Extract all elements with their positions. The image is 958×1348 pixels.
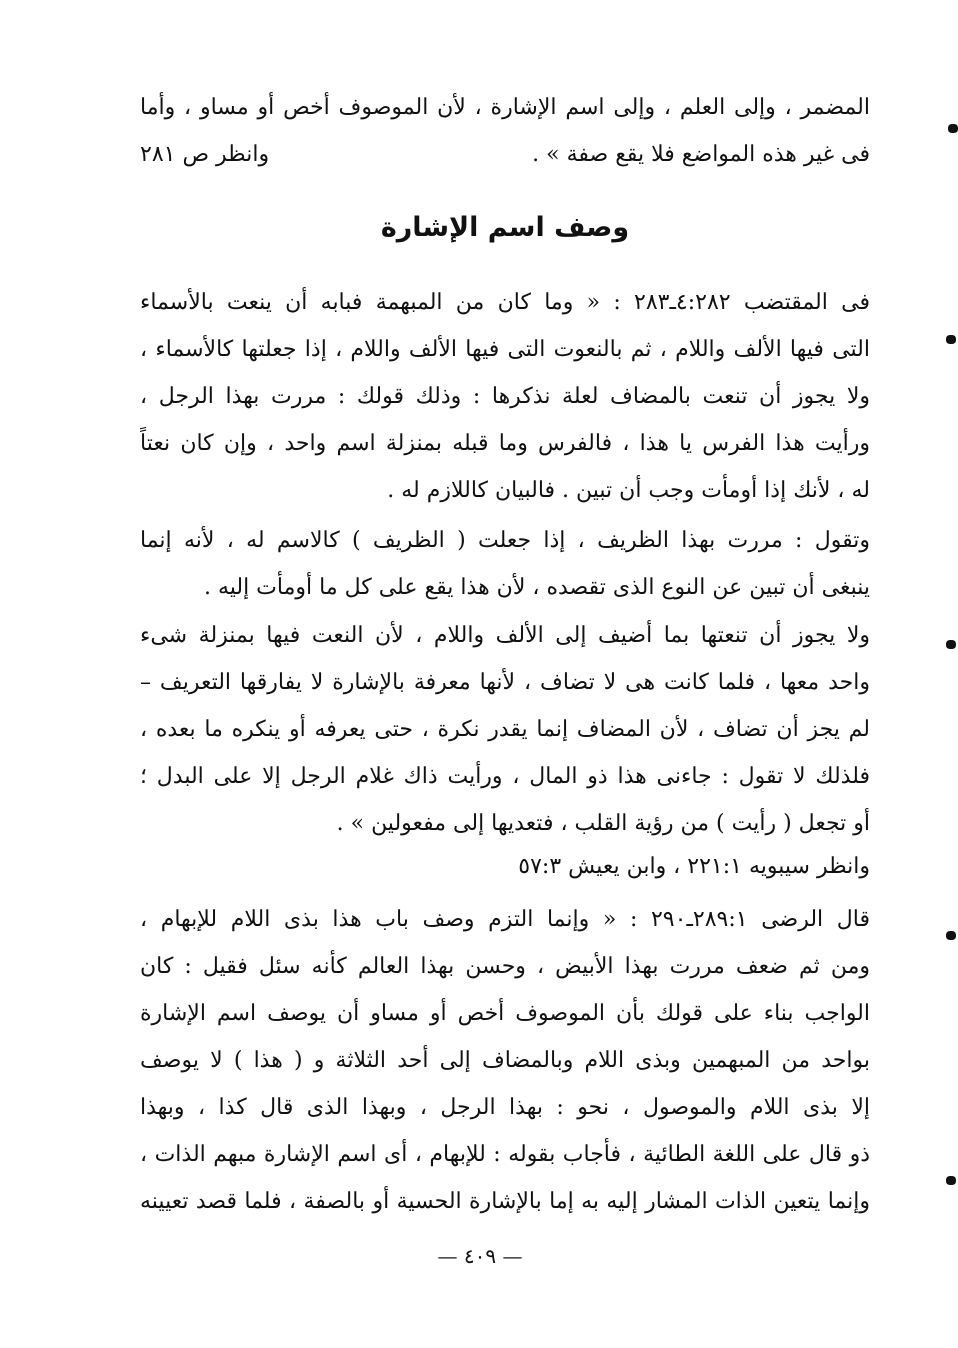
text-line: ذو قال على اللغة الطائية ، فأجاب بقوله : للإبهام ، أى اسم الإشارة مبهم الذات ،	[140, 1142, 870, 1167]
text-line: ينبغى أن تبين عن النوع الذى تقصده ، لأن هذا يقع على كل ما أومأت إليه .	[203, 575, 870, 600]
text-line	[140, 131, 870, 178]
paragraph-muqtadab	[140, 279, 870, 514]
text-line: أو تجعل ( رأيت ) من رؤية القلب ، فتعديها إلى مفعولين » .	[336, 811, 870, 836]
text-line: وإنما يتعين الذات المشار إليه به إما بالإشارة الحسية أو بالصفة ، فلما قصد تعيينه	[140, 1189, 870, 1214]
text-line: لم يجز أن تضاف ، لأن المضاف إنما يقدر نكرة ، حتى يعرفه أو ينكره ما بعده ،	[140, 717, 870, 742]
text-line: المضمر ، وإلى العلم ، وإلى اسم الإشارة ، لأن الموصوف أخص أو مساو ، وأما	[140, 95, 870, 120]
reference-line	[140, 843, 870, 890]
page-number: — ٤٠٩ —	[437, 1244, 523, 1268]
text-line: إلا بذى اللام والموصول ، نحو : بهذا الرجل ، وبهذا الذى قال كذا ، وبهذا	[140, 1095, 870, 1120]
section-title: وصف اسم الإشارة	[380, 212, 630, 243]
text-line: وتقول : مررت بهذا الظريف ، إذا جعلت ( الظريف ) كالاسم له ، لأنه إنما	[140, 528, 870, 553]
paragraph-idafa	[140, 612, 870, 847]
binding-mark	[946, 931, 956, 940]
binding-mark	[948, 124, 958, 133]
page-reference: وانظر ص ٢٨١	[140, 142, 270, 167]
text-line: ولا يجوز أن تنعتها بما أضيف إلى الألف واللام ، لأن النعت فيها بمنزلة شىء	[140, 623, 870, 648]
text-line: له ، لأنك إذا أومأت وجب أن تبين . فالبيان كاللازم له .	[387, 478, 870, 503]
binding-mark	[946, 640, 956, 649]
top-paragraph	[140, 84, 870, 178]
text-line: وانظر سيبويه ٢٢١:١ ، وابن يعيش ٥٧:٣	[518, 854, 870, 879]
text-line: قال الرضى ٢٨٩:١ـ٢٩٠ : « وإنما التزم وصف باب هذا بذى اللام للإبهام ،	[140, 907, 870, 932]
text-line: التى فيها الألف واللام ، ثم بالنعوت التى فيها الألف واللام ، إذا جعلتها كالأسماء ،	[140, 337, 870, 362]
text-line: ورأيت هذا الفرس يا هذا ، فالفرس وما قبله بمنزلة اسم واحد ، وإن كان نعتاً	[140, 431, 870, 456]
text-line: ولا يجوز أن تنعت بالمضاف لعلة نذكرها : وذلك قولك : مررت بهذا الرجل ،	[140, 384, 870, 409]
text-line: واحد معها ، فلما كانت هى لا تضاف ، لأنها معرفة بالإشارة لا يفارقها التعريف –	[140, 670, 870, 695]
binding-mark	[946, 335, 956, 344]
paragraph-radi	[140, 896, 870, 1225]
text-line: ومن ثم ضعف مررت بهذا الأبيض ، وحسن بهذا العالم كأنه سئل فقيل : كان	[140, 954, 870, 979]
text-line: فلذلك لا تقول : جاءنى هذا ذو المال ، ورأيت ذاك غلام الرجل إلا على البدل ؛	[140, 764, 870, 789]
text-line: فى المقتضب ٤:٢٨٢ـ٢٨٣ : « وما كان من المبهمة فبابه أن ينعت بالأسماء	[140, 290, 870, 315]
text-line: الواجب بناء على قولك بأن الموصوف أخص أو مساو أن يوصف اسم الإشارة	[140, 1001, 870, 1026]
text-line-content: فى غير هذه المواضع فلا يقع صفة » .	[532, 142, 870, 167]
text-line: بواحد من المبهمين وبذى اللام وبالمضاف إلى أحد الثلاثة و ( هذا ) لا يوصف	[140, 1048, 870, 1073]
paragraph-example	[140, 517, 870, 611]
binding-mark	[946, 1176, 956, 1185]
